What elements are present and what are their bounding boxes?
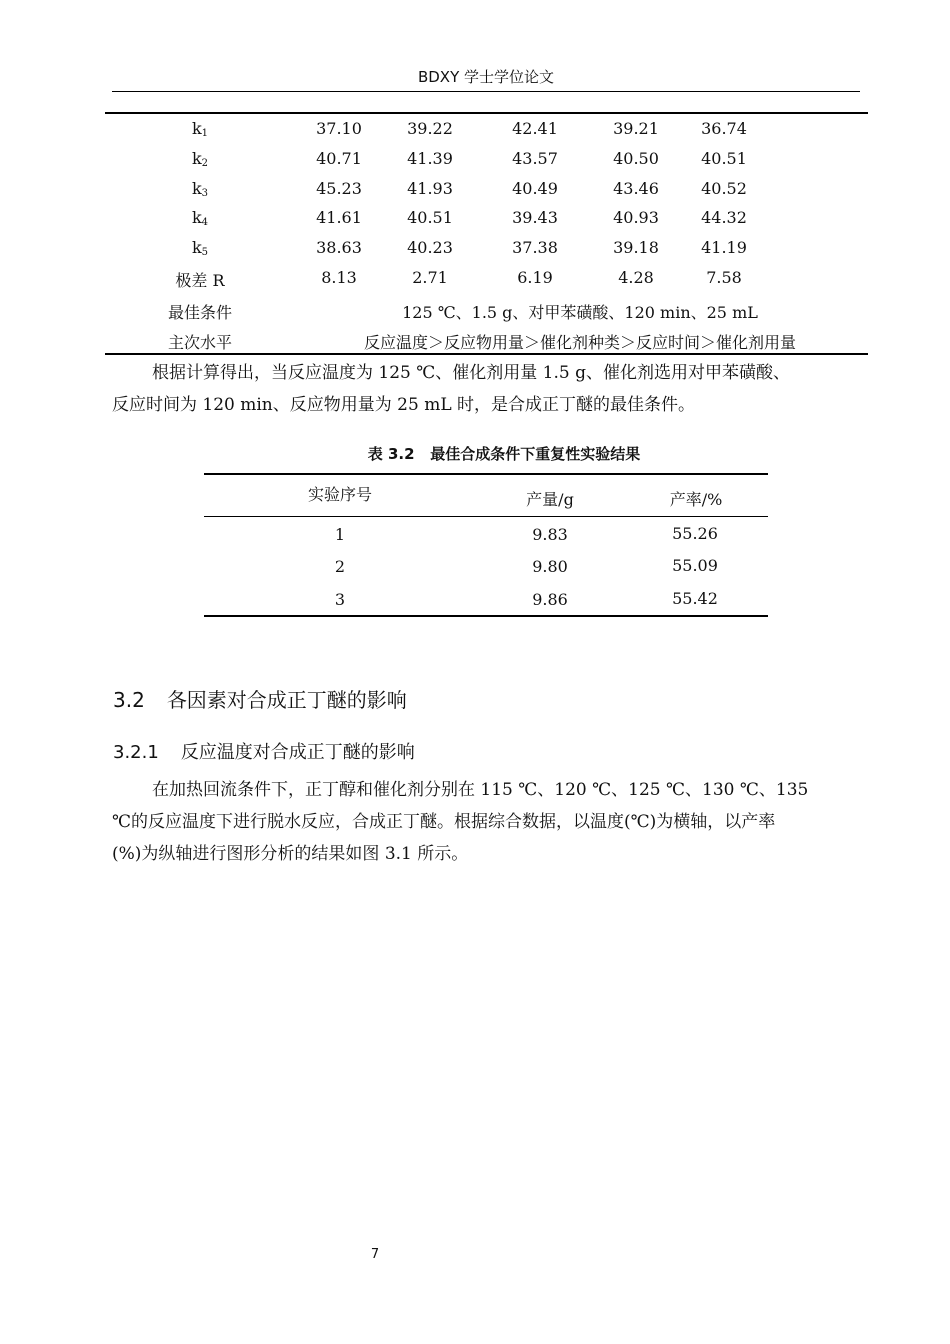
table2-cell: 9.80 [532, 557, 568, 576]
subsection-heading [113, 738, 415, 764]
table2-cell: 55.09 [672, 556, 718, 575]
table1-cell: 42.41 [512, 119, 558, 138]
table1-order-label: 主次水平 [167, 333, 232, 352]
paragraph-line: (%)为纵轴进行图形分析的结果如图 3.1 所示。 [112, 844, 469, 864]
table1-cell: 8.13 [321, 268, 357, 287]
paragraph-line: 反应时间为 120 min、反应物用量为 25 mL 时，是合成正丁醚的最佳条件。 [112, 395, 696, 415]
table1-cell: 39.43 [512, 208, 558, 227]
table1-bottom-rule [105, 353, 868, 355]
page-header: BDXY 学士学位论文 [417, 68, 555, 86]
table1-cell: 36.74 [701, 119, 747, 138]
table2-bottom-rule [204, 615, 768, 617]
table1-range-label: 极差 R [175, 271, 225, 290]
table1-cell: 40.93 [613, 208, 659, 227]
table1-cell: 45.23 [316, 179, 362, 198]
table1-cell: 4.28 [618, 268, 654, 287]
paragraph-temperature [112, 774, 872, 870]
table1-cell: 40.51 [701, 149, 747, 168]
table1-row-label: $k_5$ [191, 238, 209, 258]
table1-cell: 40.52 [701, 179, 747, 198]
table2-header-cell: 产率/% [669, 490, 723, 509]
section-heading [113, 684, 407, 713]
table2-caption: 表 3.2 最佳合成条件下重复性实验结果 [367, 445, 641, 463]
table2-cell: 9.86 [532, 590, 568, 609]
table2-cell: 9.83 [532, 525, 568, 544]
table1-cell: 39.21 [613, 119, 659, 138]
table1-cell: 40.50 [613, 149, 659, 168]
table1-cell: 44.32 [701, 208, 747, 227]
table1-cell: 41.93 [407, 179, 453, 198]
table1-cell: 6.19 [517, 268, 553, 287]
table1-row-label: $k_1$ [191, 119, 209, 139]
page-number: 7 [370, 1247, 380, 1262]
table2-top-rule [204, 473, 768, 475]
table2-cell: 1 [334, 525, 346, 544]
table2-cell: 55.42 [672, 589, 718, 608]
table1-cell: 39.18 [613, 238, 659, 257]
subsection-number: 3.2.1 [113, 742, 159, 763]
paragraph-best-conditions [112, 357, 872, 421]
table1-cell: 41.19 [701, 238, 747, 257]
table1-row-label: $k_3$ [191, 179, 209, 199]
table2-header-cell: 实验序号 [307, 485, 372, 504]
table1-cell: 40.49 [512, 179, 558, 198]
table1-cell: 40.51 [407, 208, 453, 227]
table1-order-value: 反应温度＞反应物用量＞催化剂种类＞反应时间＞催化剂用量 [363, 333, 796, 352]
table2-cell: 2 [334, 557, 346, 576]
table1-cell: 2.71 [412, 268, 448, 287]
table2-cell: 3 [334, 590, 346, 609]
table2-cell: 55.26 [672, 524, 718, 543]
table1-cell: 40.23 [407, 238, 453, 257]
table1-row-label: $k_2$ [191, 149, 209, 169]
table1-row-label: $k_4$ [191, 208, 209, 228]
table1-cell: 41.39 [407, 149, 453, 168]
header-rule [112, 91, 860, 92]
table1-cell: 40.71 [316, 149, 362, 168]
table2-header-cell: 产量/g [526, 490, 574, 509]
table1-cell: 41.61 [316, 208, 362, 227]
table1-cell: 38.63 [316, 238, 362, 257]
table1-cell: 37.10 [316, 119, 362, 138]
table1-best-value: 125 ℃、1.5 g、对甲苯磺酸、120 min、25 mL [402, 303, 758, 322]
paragraph-line: ℃的反应温度下进行脱水反应，合成正丁醚。根据综合数据，以温度(℃)为横轴，以产率 [112, 812, 776, 832]
table1-best-label: 最佳条件 [167, 303, 232, 322]
table1-cell: 7.58 [706, 268, 742, 287]
table1-top-rule [105, 112, 868, 114]
table1-cell: 39.22 [407, 119, 453, 138]
section-number: 3.2 [113, 688, 145, 712]
subsection-title: 反应温度对合成正丁醚的影响 [180, 742, 415, 763]
table2-header-rule [204, 516, 768, 517]
table1-cell: 43.46 [613, 179, 659, 198]
paragraph-line: 根据计算得出，当反应温度为 125 ℃、催化剂用量 1.5 g、催化剂选用对甲苯磺酸、 [152, 363, 790, 383]
table1-cell: 37.38 [512, 238, 558, 257]
paragraph-line: 在加热回流条件下，正丁醇和催化剂分别在 115 ℃、120 ℃、125 ℃、130 ℃、135 [152, 780, 809, 800]
section-title: 各因素对合成正丁醚的影响 [166, 688, 407, 712]
table1-cell: 43.57 [512, 149, 558, 168]
